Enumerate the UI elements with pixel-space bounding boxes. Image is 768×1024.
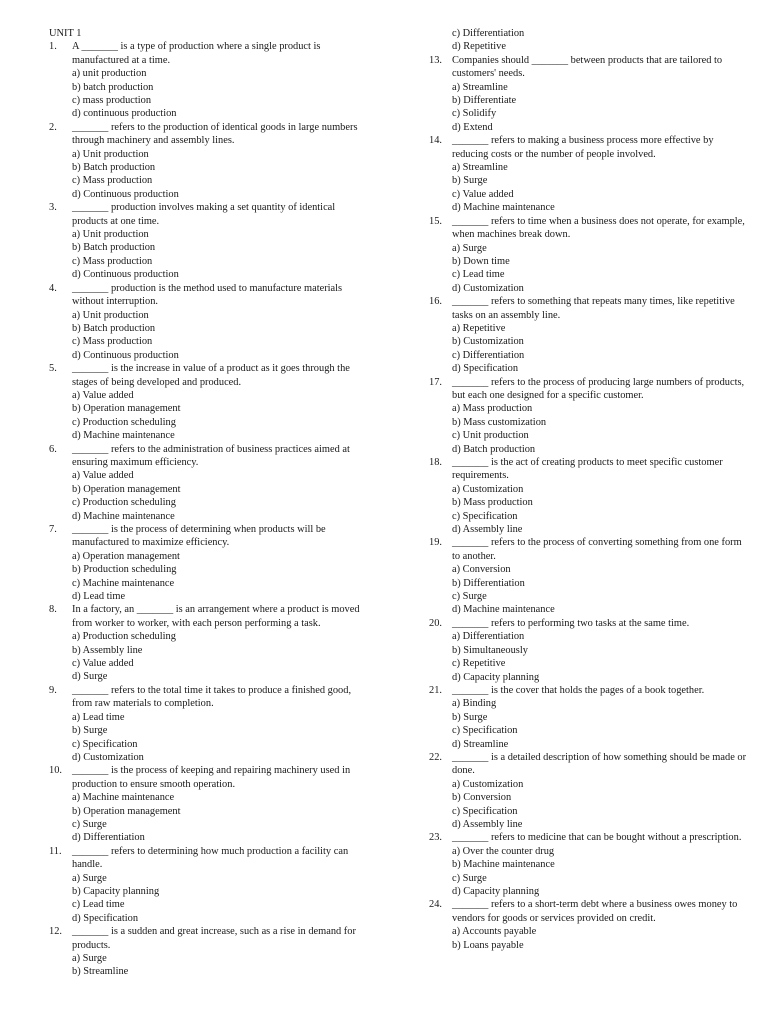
- answer-option: d) Repetitive: [452, 41, 506, 53]
- answer-option: c) Value added: [72, 658, 134, 670]
- answer-option: a) Production scheduling: [72, 631, 176, 643]
- question-text: Companies should _______ between products that are tailored to customers' needs.: [452, 54, 723, 80]
- question-number: 15.: [429, 215, 442, 227]
- answer-option: d) Surge: [72, 671, 108, 683]
- question-15: [429, 215, 747, 295]
- question-3: [49, 201, 369, 281]
- answer-option: c) Specification: [452, 725, 518, 737]
- answer-option: b) Batch production: [72, 322, 156, 334]
- answer-option: c) Machine maintenance: [72, 577, 175, 589]
- answer-option: d) Specification: [452, 363, 519, 375]
- answer-option: c) Specification: [72, 738, 138, 750]
- question-6: [49, 443, 369, 523]
- answer-option: a) Streamline: [452, 81, 508, 93]
- answer-option: b) Assembly line: [72, 644, 143, 656]
- question-number: 3.: [49, 202, 57, 214]
- answer-option: b) Loans payable: [452, 939, 524, 951]
- answer-option: b) Operation management: [72, 805, 181, 817]
- question-number: 6.: [49, 443, 57, 455]
- answer-option: c) Surge: [72, 818, 107, 830]
- answer-option: a) Streamline: [452, 162, 508, 174]
- answer-option: b) Conversion: [452, 792, 512, 804]
- question-text: _______ refers to time when a business does not operate, for example, when machines break down.: [452, 215, 745, 241]
- answer-option: b) batch production: [72, 81, 154, 93]
- question-7: [49, 523, 369, 603]
- answer-option: c) Production scheduling: [72, 416, 176, 428]
- answer-option: b) Down time: [452, 255, 510, 267]
- question-23: [429, 831, 747, 898]
- question-number: 1.: [49, 41, 57, 53]
- answer-option: a) unit production: [72, 68, 147, 80]
- question-text: _______ is a sudden and great increase, such as a rise in demand for products.: [72, 926, 356, 951]
- question-number: 2.: [49, 121, 57, 133]
- answer-option: d) Streamline: [452, 738, 509, 750]
- answer-option: d) Lead time: [72, 591, 126, 603]
- question-number: 5.: [49, 363, 57, 375]
- answer-option: d) continuous production: [72, 108, 177, 120]
- answer-option: d) Continuous production: [72, 269, 179, 281]
- answer-option: d) Assembly line: [452, 524, 523, 536]
- answer-option: d) Continuous production: [72, 349, 179, 361]
- answer-option: c) Solidify: [452, 108, 497, 120]
- question-number: 10.: [49, 765, 62, 777]
- question-number: 14.: [429, 135, 442, 147]
- answer-option: c) Differentiation: [452, 28, 525, 39]
- answer-option: d) Assembly line: [452, 818, 523, 830]
- question-9: [49, 684, 369, 764]
- question-text: _______ refers to a short-term debt where a business owes money to vendors for goods or services provided on credit.: [452, 899, 738, 924]
- answer-option: b) Streamline: [72, 966, 129, 978]
- answer-option: a) Mass production: [452, 403, 533, 415]
- question-8: [49, 603, 369, 683]
- answer-option: b) Capacity planning: [72, 885, 160, 897]
- answer-option: c) Mass production: [72, 175, 153, 187]
- answer-option: d) Capacity planning: [452, 886, 540, 897]
- question-20: [429, 617, 747, 684]
- answer-option: a) Unit production: [72, 148, 149, 160]
- answer-option: a) Machine maintenance: [72, 792, 175, 804]
- answer-option: d) Machine maintenance: [72, 430, 175, 442]
- question-number: 23.: [429, 832, 442, 844]
- question-text: _______ refers to the process of converting something from one form to another.: [452, 537, 742, 562]
- question-text: _______ refers to the total time it takes to produce a finished good, from raw materials to completion.: [72, 684, 352, 710]
- answer-option: a) Binding: [452, 698, 497, 710]
- answer-option: a) Accounts payable: [452, 926, 537, 938]
- answer-option: a) Operation management: [72, 550, 180, 562]
- question-17: [429, 376, 747, 456]
- question-number: 17.: [429, 376, 442, 388]
- question-18: [429, 456, 747, 536]
- answer-option: b) Surge: [452, 711, 488, 723]
- question-12-continued: [429, 27, 747, 54]
- question-text: _______ production involves making a set quantity of identical products at one time.: [72, 202, 336, 227]
- question-number: 22.: [429, 751, 442, 763]
- answer-option: c) Surge: [452, 872, 487, 884]
- question-5: [49, 362, 369, 442]
- answer-option: a) Customization: [452, 778, 524, 790]
- question-text: _______ refers to the process of producing large numbers of products, but each one designed for a specific customer.: [452, 376, 745, 401]
- question-21: [429, 684, 747, 751]
- question-number: 7.: [49, 524, 57, 536]
- answer-option: a) Over the counter drug: [452, 845, 555, 857]
- question-text: _______ refers to the administration of business practices aimed at ensuring maximum efficiency.: [72, 443, 350, 468]
- answer-option: b) Operation management: [72, 483, 181, 495]
- answer-option: d) Machine maintenance: [452, 202, 555, 214]
- answer-option: c) Mass production: [72, 336, 153, 348]
- right-column: [429, 27, 747, 952]
- question-text: A _______ is a type of production where a single product is manufactured at a time.: [72, 41, 321, 66]
- question-number: 19.: [429, 537, 442, 549]
- answer-option: b) Machine maintenance: [452, 859, 555, 871]
- question-number: 18.: [429, 457, 442, 468]
- answer-option: b) Mass customization: [452, 416, 547, 428]
- answer-option: d) Machine maintenance: [452, 604, 555, 616]
- question-22: [429, 751, 747, 831]
- question-text: _______ is the act of creating products to meet specific customer requirements.: [452, 457, 723, 482]
- answer-option: d) Machine maintenance: [72, 510, 175, 522]
- answer-option: c) Lead time: [452, 269, 505, 281]
- answer-option: c) Unit production: [452, 430, 529, 442]
- question-text: _______ refers to performing two tasks at the same time.: [452, 617, 690, 629]
- answer-option: d) Extend: [452, 121, 493, 133]
- answer-option: a) Value added: [72, 389, 134, 401]
- question-text: _______ is the cover that holds the pages of a book together.: [452, 684, 705, 696]
- question-10: [49, 764, 369, 844]
- question-number: 16.: [429, 296, 442, 308]
- question-text: _______ refers to making a business process more effective by reducing costs or the number of people involved.: [452, 135, 714, 160]
- question-text: _______ refers to determining how much production a facility can handle.: [72, 845, 349, 871]
- question-text: _______ is the process of keeping and repairing machinery used in production to ensure smooth operation.: [72, 765, 351, 790]
- question-text: _______ refers to the production of identical goods in large numbers through machinery and assembly lines.: [72, 121, 358, 147]
- answer-option: a) Unit production: [72, 229, 149, 241]
- question-14: [429, 134, 747, 214]
- answer-option: b) Batch production: [72, 242, 156, 254]
- answer-option: d) Continuous production: [72, 188, 179, 200]
- question-11: [49, 845, 369, 925]
- question-text: _______ is the increase in value of a product as it goes through the stages of being developed and produced.: [72, 363, 350, 388]
- question-text: _______ refers to something that repeats many times, like repetitive tasks on an assembly line.: [452, 296, 735, 321]
- question-12: [49, 925, 369, 979]
- answer-option: a) Surge: [72, 953, 107, 965]
- answer-option: c) Value added: [452, 188, 514, 200]
- answer-option: c) Specification: [452, 510, 518, 522]
- answer-option: c) Differentiation: [452, 349, 525, 361]
- question-number: 13.: [429, 54, 442, 66]
- question-13: [429, 54, 747, 134]
- question-19: [429, 536, 747, 616]
- answer-option: d) Capacity planning: [452, 671, 540, 683]
- answer-option: d) Batch production: [452, 443, 536, 455]
- question-text: _______ production is the method used to manufacture materials without interruption.: [72, 282, 343, 308]
- answer-option: a) Repetitive: [452, 322, 506, 334]
- answer-option: c) Repetitive: [452, 658, 506, 670]
- answer-option: d) Customization: [72, 751, 144, 763]
- answer-option: a) Surge: [72, 872, 107, 884]
- answer-option: c) Lead time: [72, 899, 125, 911]
- question-number: 8.: [49, 604, 57, 616]
- unit-title: UNIT 1: [49, 28, 82, 39]
- answer-option: b) Batch production: [72, 162, 156, 174]
- answer-option: b) Differentiation: [452, 577, 525, 589]
- answer-option: c) Surge: [452, 591, 487, 603]
- question-1: [49, 40, 369, 120]
- answer-option: b) Surge: [72, 725, 108, 737]
- answer-option: c) Mass production: [72, 255, 153, 267]
- answer-option: b) Customization: [452, 336, 524, 348]
- question-text: _______ refers to medicine that can be bought without a prescription.: [452, 832, 742, 844]
- answer-option: c) mass production: [72, 95, 152, 107]
- answer-option: a) Unit production: [72, 309, 149, 321]
- answer-option: c) Specification: [452, 805, 518, 817]
- question-2: [49, 121, 369, 201]
- answer-option: c) Production scheduling: [72, 497, 176, 509]
- answer-option: b) Differentiate: [452, 95, 517, 107]
- answer-option: b) Mass production: [452, 497, 533, 509]
- question-4: [49, 282, 369, 362]
- answer-option: a) Customization: [452, 483, 524, 495]
- answer-option: d) Customization: [452, 282, 524, 294]
- question-number: 11.: [49, 845, 62, 857]
- answer-option: a) Conversion: [452, 564, 511, 576]
- answer-option: b) Simultaneously: [452, 644, 528, 656]
- answer-option: a) Value added: [72, 470, 134, 482]
- question-number: 12.: [49, 926, 62, 938]
- question-text: In a factory, an _______ is an arrangement where a product is moved from worker to worker, with each person performing a task.: [72, 604, 360, 629]
- question-16: [429, 295, 747, 375]
- left-column: [49, 27, 369, 979]
- question-text: _______ is the process of determining when products will be manufactured to maximize efficiency.: [72, 524, 326, 549]
- answer-option: a) Lead time: [72, 711, 125, 723]
- answer-option: b) Production scheduling: [72, 564, 177, 576]
- answer-option: a) Surge: [452, 242, 487, 254]
- answer-option: d) Differentiation: [72, 832, 145, 844]
- question-number: 9.: [49, 684, 57, 696]
- question-number: 24.: [429, 899, 442, 911]
- question-text: _______ is a detailed description of how something should be made or done.: [452, 751, 747, 777]
- answer-option: a) Differentiation: [452, 631, 525, 643]
- question-24: [429, 898, 747, 952]
- answer-option: b) Surge: [452, 175, 488, 187]
- question-number: 21.: [429, 684, 442, 696]
- question-number: 4.: [49, 282, 57, 294]
- answer-option: b) Operation management: [72, 403, 181, 415]
- question-number: 20.: [429, 617, 442, 629]
- answer-option: d) Specification: [72, 912, 139, 924]
